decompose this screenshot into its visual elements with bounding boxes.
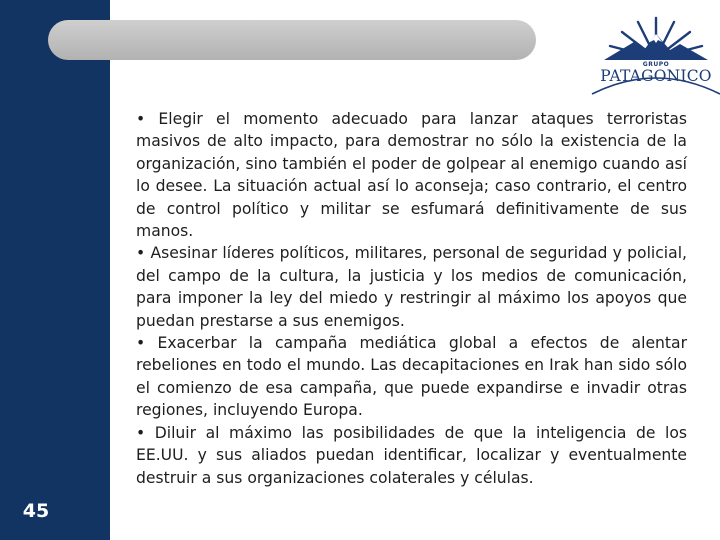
bullet-paragraph: • Diluir al máximo las posibilidades de que la inteligencia de los EE.UU. y sus aliados puedan identificar, localizar y eventualmente destruir a sus organizaciones colaterales y células. xyxy=(136,423,687,487)
bullet-paragraph: • Elegir el momento adecuado para lanzar ataques terroristas masivos de alto impacto, para demostrar no sólo la existencia de la organización, sino también el poder de golpear al enemigo cuando así lo desee. La situación actual así lo aconseja; caso contrario, el centro de control político y militar se esfumará definitivamente de sus manos. xyxy=(136,110,687,241)
logo-small-text: GRUPO xyxy=(642,61,670,68)
bullet-paragraph: • Exacerbar la campaña mediática global a efectos de alentar rebeliones en todo el mundo. Las decapitaciones en Irak han sido sólo el comienzo de esa campaña, que puede expandirse e invadir otras regiones, incluyendo Europa. xyxy=(136,334,687,420)
logo-main-text: PATAGONICO xyxy=(600,67,712,85)
slide-body xyxy=(136,108,687,489)
bullet-paragraph: • Asesinar líderes políticos, militares, personal de seguridad y policial, del campo de la cultura, la justicia y los medios de comunicación, para imponer la ley del miedo y restringir al máximo los apoyos que puedan prestarse a sus enemigos. xyxy=(136,244,687,330)
left-sidebar xyxy=(0,0,110,540)
header-bar xyxy=(48,20,536,60)
grupo-patagonico-logo xyxy=(590,12,720,96)
page-number: 45 xyxy=(22,500,50,522)
